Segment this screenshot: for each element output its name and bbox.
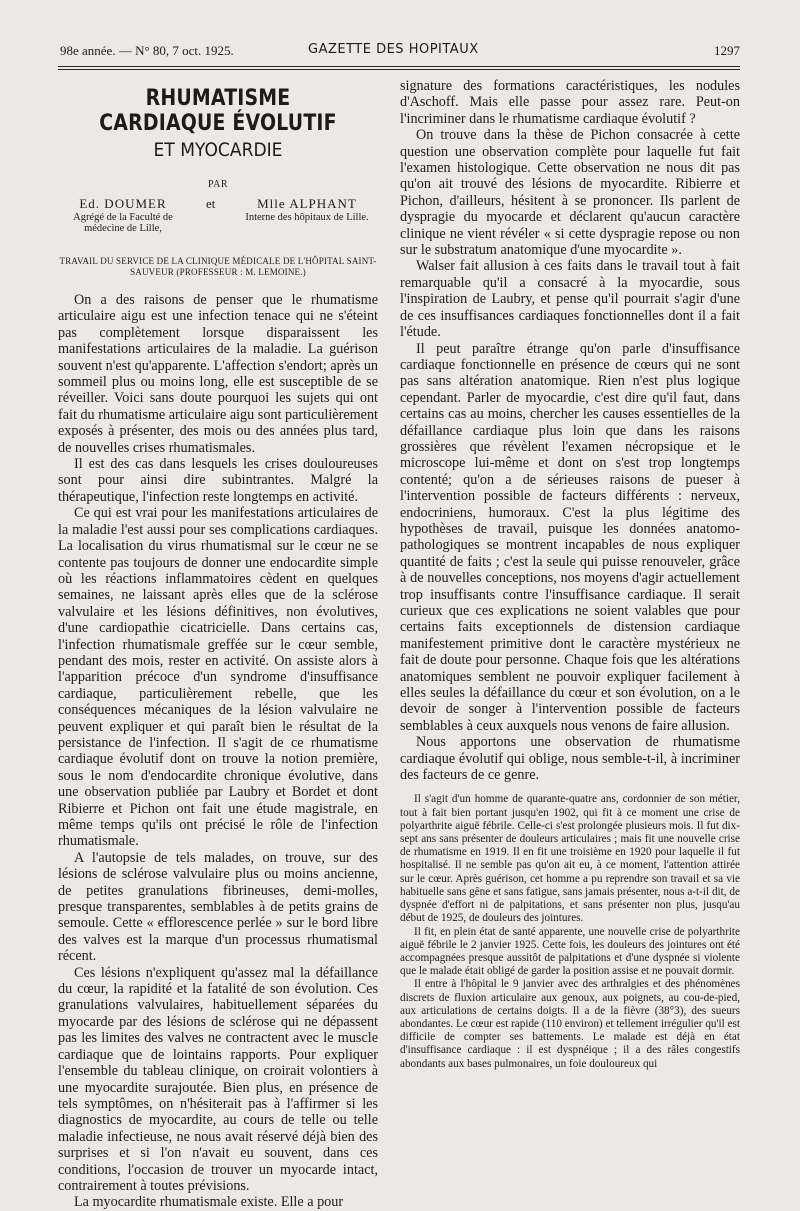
- service-note: TRAVAIL DU SERVICE DE LA CLINIQUE MÉDICALE DE L'HÔPITAL SAINT-SAUVEUR (PROFESSEUR : M. LEMOINE.): [59, 256, 377, 277]
- header-rule-thin: [58, 69, 740, 70]
- author-2-name: Mlle ALPHANT: [257, 196, 357, 211]
- right-body: [400, 78, 740, 783]
- case-report: [400, 793, 740, 1070]
- paragraph: A l'autopsie de tels malades, on trouve, sur des lésions de sclérose valvulaire plus ou moins ancienne, de petites granulations fibrineuses, demi-molles, presque transparentes, semblables à de petits grains de semoule. Cette « efflorescence perlée » sur le bord libre des valves est la marque d'un processus rhumatismal récent.: [58, 849, 378, 965]
- byline-par: PAR: [207, 179, 229, 190]
- paragraph: Nous apportons une observation de rhumatisme cardiaque évolutif qui oblige, nous semble-t-il, à incriminer des facteurs de ce genre.: [400, 734, 740, 784]
- author-1-name: Ed. DOUMER: [79, 196, 167, 211]
- author-2: [242, 196, 372, 223]
- left-column: [58, 78, 378, 1211]
- paragraph: Walser fait allusion à ces faits dans le travail tout à fait remarquable qu'il a consacré à la myocardie, sous l'inspiration de Laubry, et pense qu'il pourrait s'agir d'une de ces insuffisances cardiaques fonctionnelles dont il a fait l'étude.: [400, 258, 740, 341]
- case-paragraph: Il entre à l'hôpital le 9 janvier avec des arthralgies et des phénomènes discrets de fluxion articulaire aux genoux, aux poignets, au cou-de-pied, aux articulations de certains doigts. Il a de la fièvre (38°3), des sueurs abondantes. Le cœur est rapide (110 environ) et tellement irrégulier qu'il est difficile de compter ses battements. Le malade est déjà en état d'insuffisance cardiaque : il est dyspnéique ; il a des râles congestifs abondants aux bases pulmonaires, un foie douloureux qui: [400, 978, 740, 1070]
- page-header: [60, 40, 740, 62]
- author-conjunction: et: [206, 196, 216, 211]
- paragraph: signature des formations caractéristiques, les nodules d'Aschoff. Mais elle passe pour assez rare. Peut-on l'incriminer dans le rhumatisme cardiaque évolutif ?: [400, 78, 740, 127]
- article-subtitle: ET MYOCARDIE: [153, 139, 283, 161]
- author-1-affiliation: Agrégé de la Faculté de médecine de Lille,: [73, 212, 173, 234]
- paragraph: On trouve dans la thèse de Pichon consacrée à cette question une observation complète pour laquelle fut fait l'examen histologique. Cette observation ne nous dit pas qu'on ait trouvé des lésions de myocardite. Ribierre et Pichon, d'ailleurs, hésitent à se prononcer. Ils parlent de dyspragie du myocarde et déclarent qu'aucun caractère clinique ne vient révéler « si cette dyspragie repose ou non sur le substratum anatomique d'une myocardite ».: [400, 127, 740, 259]
- paragraph: On a des raisons de penser que le rhumatisme articulaire aigu est une infection tenace qui ne s'éteint pas complètement lorsque disparaissent les manifestations articulaires de la maladie. La guérison souvent n'est qu'apparente. L'affection s'endort; après un sommeil plus ou moins long, elle est susceptible de se réveiller. Voici sans doute pourquoi les sujets qui ont fait du rhumatisme articulaire aigu sont particulièrement exposés à présenter, des mois ou des années plus tard, de nouvelles crises rhumatismales.: [58, 292, 379, 456]
- left-body: [58, 292, 378, 1211]
- paragraph: Il est des cas dans lesquels les crises douloureuses sont pour ainsi dire subintrantes. Malgré la thérapeutique, l'infection reste longtemps en activité.: [58, 456, 378, 505]
- article-title: RHUMATISME CARDIAQUE ÉVOLUTIF: [99, 86, 337, 136]
- paragraph: Il peut paraître étrange qu'on parle d'insuffisance cardiaque fonctionnelle en présence de cœurs qui ne sont pas sans altération anatomique. Rien n'est plus logique cependant. Parler de myocardie, c'est dire qu'il faut, dans certains cas au moins, chercher les causes essentielles de la défaillance cardiaque plus loin que dans les raisons grossières que révèlent l'examen nécropsique et le microscope lui-même et dont on s'est trop longtemps contenté; qu'on a de sérieuses raisons de pueser à l'intervention possible de facteurs différents : nerveux, endocriniens, humoraux. C'est la plus légitime des hypothèses de travail, puisque les données anatomo-pathologiques se montrent incapables de nous expliquer quantité de faits ; c'est la seule qui puisse renouveler, grâce à de nouvelles conceptions, nos moyens d'agir actuellement trop insuffisants contre l'insuffisance cardiaque. Il serait curieux que ces explications ne soient valables que pour certains faits exceptionnels de distension cardiaque manifestement primitive dont le caractère mystérieux ne fait de doute pour personne. Chaque fois que les altérations anatomiques semblent ne pouvoir expliquer facilement à elles seules la défaillance du cœur et son évolution, on a le devoir de songer à l'intervention possible de facteurs semblables à ceux auxquels nous venons de faire allusion.: [400, 340, 740, 734]
- right-column: [400, 78, 740, 1071]
- authors-block: [58, 196, 378, 254]
- header-rule: [58, 66, 740, 67]
- case-paragraph: Il fit, en plein état de santé apparente, une nouvelle crise de polyarthrite aiguë fébrile le 2 janvier 1925. Cette fois, les douleurs des jointures ont été accompagnées presque aussitôt de palpitations et d'une dyspnée si violente que le malade était obligé de garder la position assise et ne pouvait dormir.: [400, 925, 740, 978]
- paragraph: Ce qui est vrai pour les manifestations articulaires de la maladie l'est aussi pour ses complications cardiaques. La localisation du virus rhumatismal sur le cœur ne se contente pas toujours de donner une endocardite simple où les réactions inflammatoires cèdent en quelques semaines, ne laissant après elles que de la sclérose valvulaire et les lésions définitives, non évolutives, d'une cardiopathie cicatricielle. Dans certains cas, l'infection rhumatismale greffée sur le cœur semble, pendant des mois, rester en activité. On assiste alors à l'apparition précoce d'un syndrome d'insuffisance cardiaque, particulièrement rebelle, que les conséquences mécaniques de la lésion valvulaire ne peuvent expliquer et qui paraît bien le résultat de la persistance de l'infection. Il s'agit de ce rhumatisme cardiaque évolutif dont on trouve la notion première, sous le nom d'endocardite chronique évolutive, dans une observation publiée par Laubry et Bordet et dont Ribierre et Pichon ont fait une étude magistrale, en même temps qu'ils ont précisé le rôle de l'infection rhumatismale.: [58, 505, 378, 850]
- journal-name: GAZETTE DES HOPITAUX: [308, 42, 479, 57]
- paragraph: Ces lésions n'expliquent qu'assez mal la défaillance du cœur, la rapidité et la fatalité de son évolution. Ces granulations valvulaires, habituellement séparées du myocarde par des lésions de sclérose qui ne dépassent pas les limites des valves ne contractent avec le muscle cardiaque que de lointains rapports. Pour expliquer l'ensemble du tableau clinique, on croirait volontiers à une myocardite surajoutée. Bien plus, en présence de tels symptômes, on n'hésiterait pas à l'affirmer si les diagnostics de myocardite, au cours de telle ou telle maladie infectieuse, ne nous avait réservé déjà bien des surprises et si l'on n'avait eu souvent, dans ces conditions, l'occasion de trouver un myocarde intact, contrairement à toutes prévisions.: [58, 964, 378, 1194]
- issue-info: 98e année. — N° 80, 7 oct. 1925.: [60, 43, 234, 58]
- paragraph: La myocardite rhumatismale existe. Elle a pour: [74, 1194, 344, 1211]
- author-2-affiliation: Interne des hôpitaux de Lille.: [245, 212, 369, 223]
- case-paragraph: Il s'agit d'un homme de quarante-quatre ans, cordonnier de son métier, tout à fait bien portant jusqu'en 1902, qui fit à ce moment une crise de polyarthrite aiguë fébrile. Celle-ci s'est prolongée plusieurs mois. Il fut dix-sept ans sans présenter de douleurs articulaires ; mais fit une nouvelle crise de rhumatisme en 1919. Il en fit une troisième en 1920 pour laquelle il fut hospitalisé. Il ne semble pas qu'on ait eu, à ce moment, l'attention attirée sur le cœur. Après guérison, cet homme a pu reprendre son travail et sa vie habituelle sans gêne et sans fatigue, sans jamais présenter, nous a-t-il dit, de dyspnée d'effort ni de palpitations, et sans présenter non plus, jusqu'au début de 1925, de douleurs des jointures.: [400, 793, 740, 925]
- author-1: [58, 196, 188, 234]
- page-number: 1297: [714, 43, 740, 58]
